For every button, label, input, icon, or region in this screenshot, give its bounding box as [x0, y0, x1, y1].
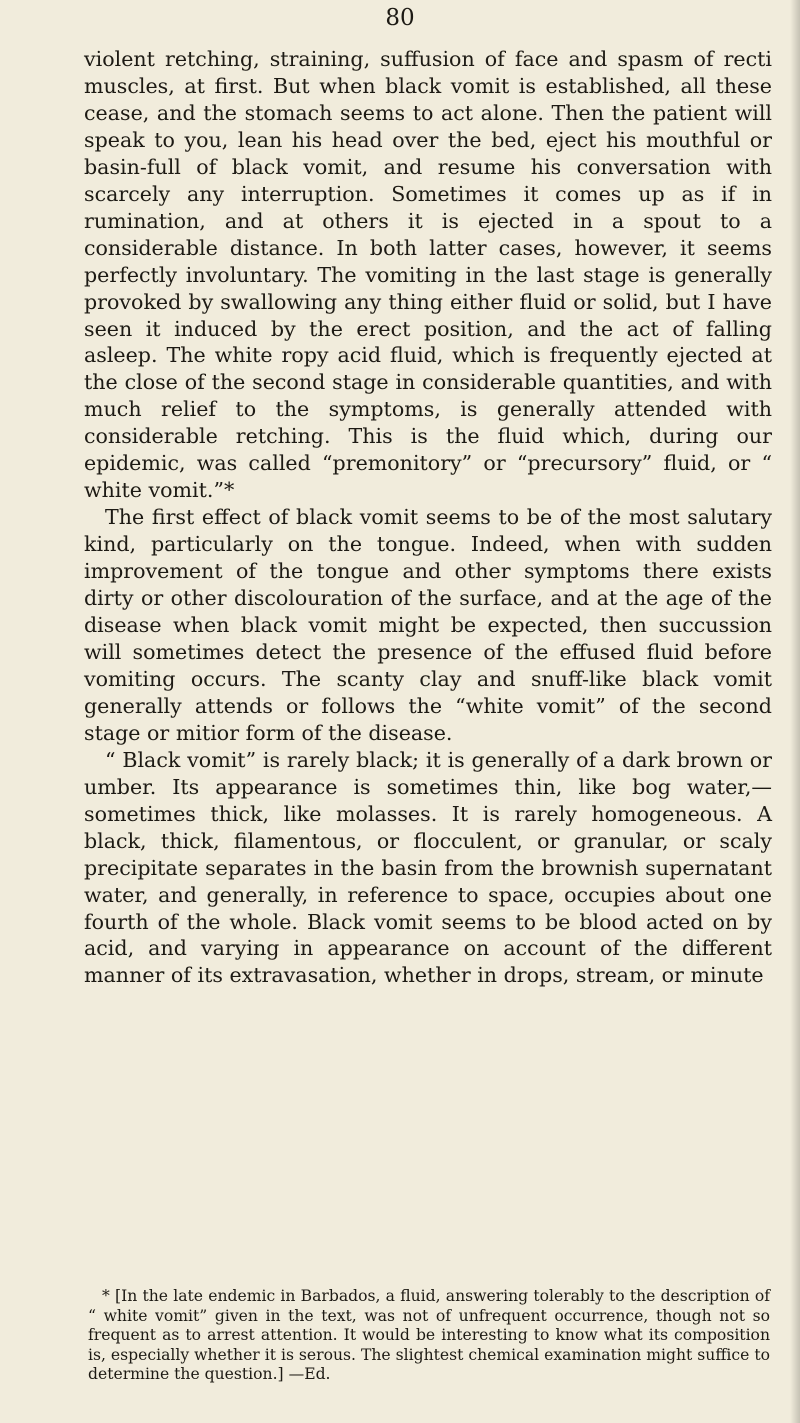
body-text	[84, 46, 772, 989]
footnote	[88, 1287, 770, 1385]
paragraph-black-vomit: “ Black vomit” is rarely black; it is generally of a dark brown or umber. Its appearance is sometimes thin, like bog water,— sometimes thick, like molasses. It is rarely homogeneous. A black, thick, filamentous, or flocculent, or granular, or scaly precipitate separates in the basin from the brownish supernatant water, and generally, in reference to space, occupies about one fourth of the whole. Black vomit seems to be blood acted on by acid, and varying in appearance on account of the different manner of its extravasation, whether in drops, stream, or minute	[84, 747, 772, 988]
page-number: 80	[385, 5, 415, 31]
paragraph-continuation: violent retching, straining, suffusion of face and spasm of recti muscles, at first. But when black vomit is established, all these cease, and the stomach seems to act alone. Then the patient will speak to you, lean his head over the bed, eject his mouthful or basin-full of black vomit, and resume his conversation with scarcely any interruption. Sometimes it comes up as if in rumination, and at others it is ejected in a spout to a considerable distance. In both latter cases, however, it seems perfectly involuntary. The vomiting in the last stage is generally provoked by swallowing any thing either fluid or solid, but I have seen it induced by the erect position, and the act of falling asleep. The white ropy acid fluid, which is frequently ejected at the close of the second stage in considerable quantities, and with much relief to the symptoms, is generally attended with considerable retching. This is the fluid which, during our epidemic, was called “premonitory” or “precursory” fluid, or “ white vomit.”*	[84, 47, 772, 503]
page-edge-shadow	[790, 0, 800, 1423]
footnote-text: * [In the late endemic in Barbados, a fluid, answering tolerably to the description of “ white vomit” given in the text, was not of unfrequent occurrence, though not so frequent as to arrest attention. It would be interesting to know what its composition is, especially whether it is serous. The slightest chemical examination might suffice to determine the question.] —Ed.	[88, 1287, 770, 1384]
paragraph-first-effect: The first effect of black vomit seems to be of the most salutary kind, particularly on the tongue. Indeed, when with sudden improvement of the tongue and other symptoms there exists dirty or other discolouration of the surface, and at the age of the disease when black vomit might be expected, then succussion will sometimes detect the presence of the effused fluid before vomiting occurs. The scanty clay and snuff-like black vomit generally attends or follows the “white vomit” of the second stage or mitior form of the disease.	[84, 505, 772, 745]
